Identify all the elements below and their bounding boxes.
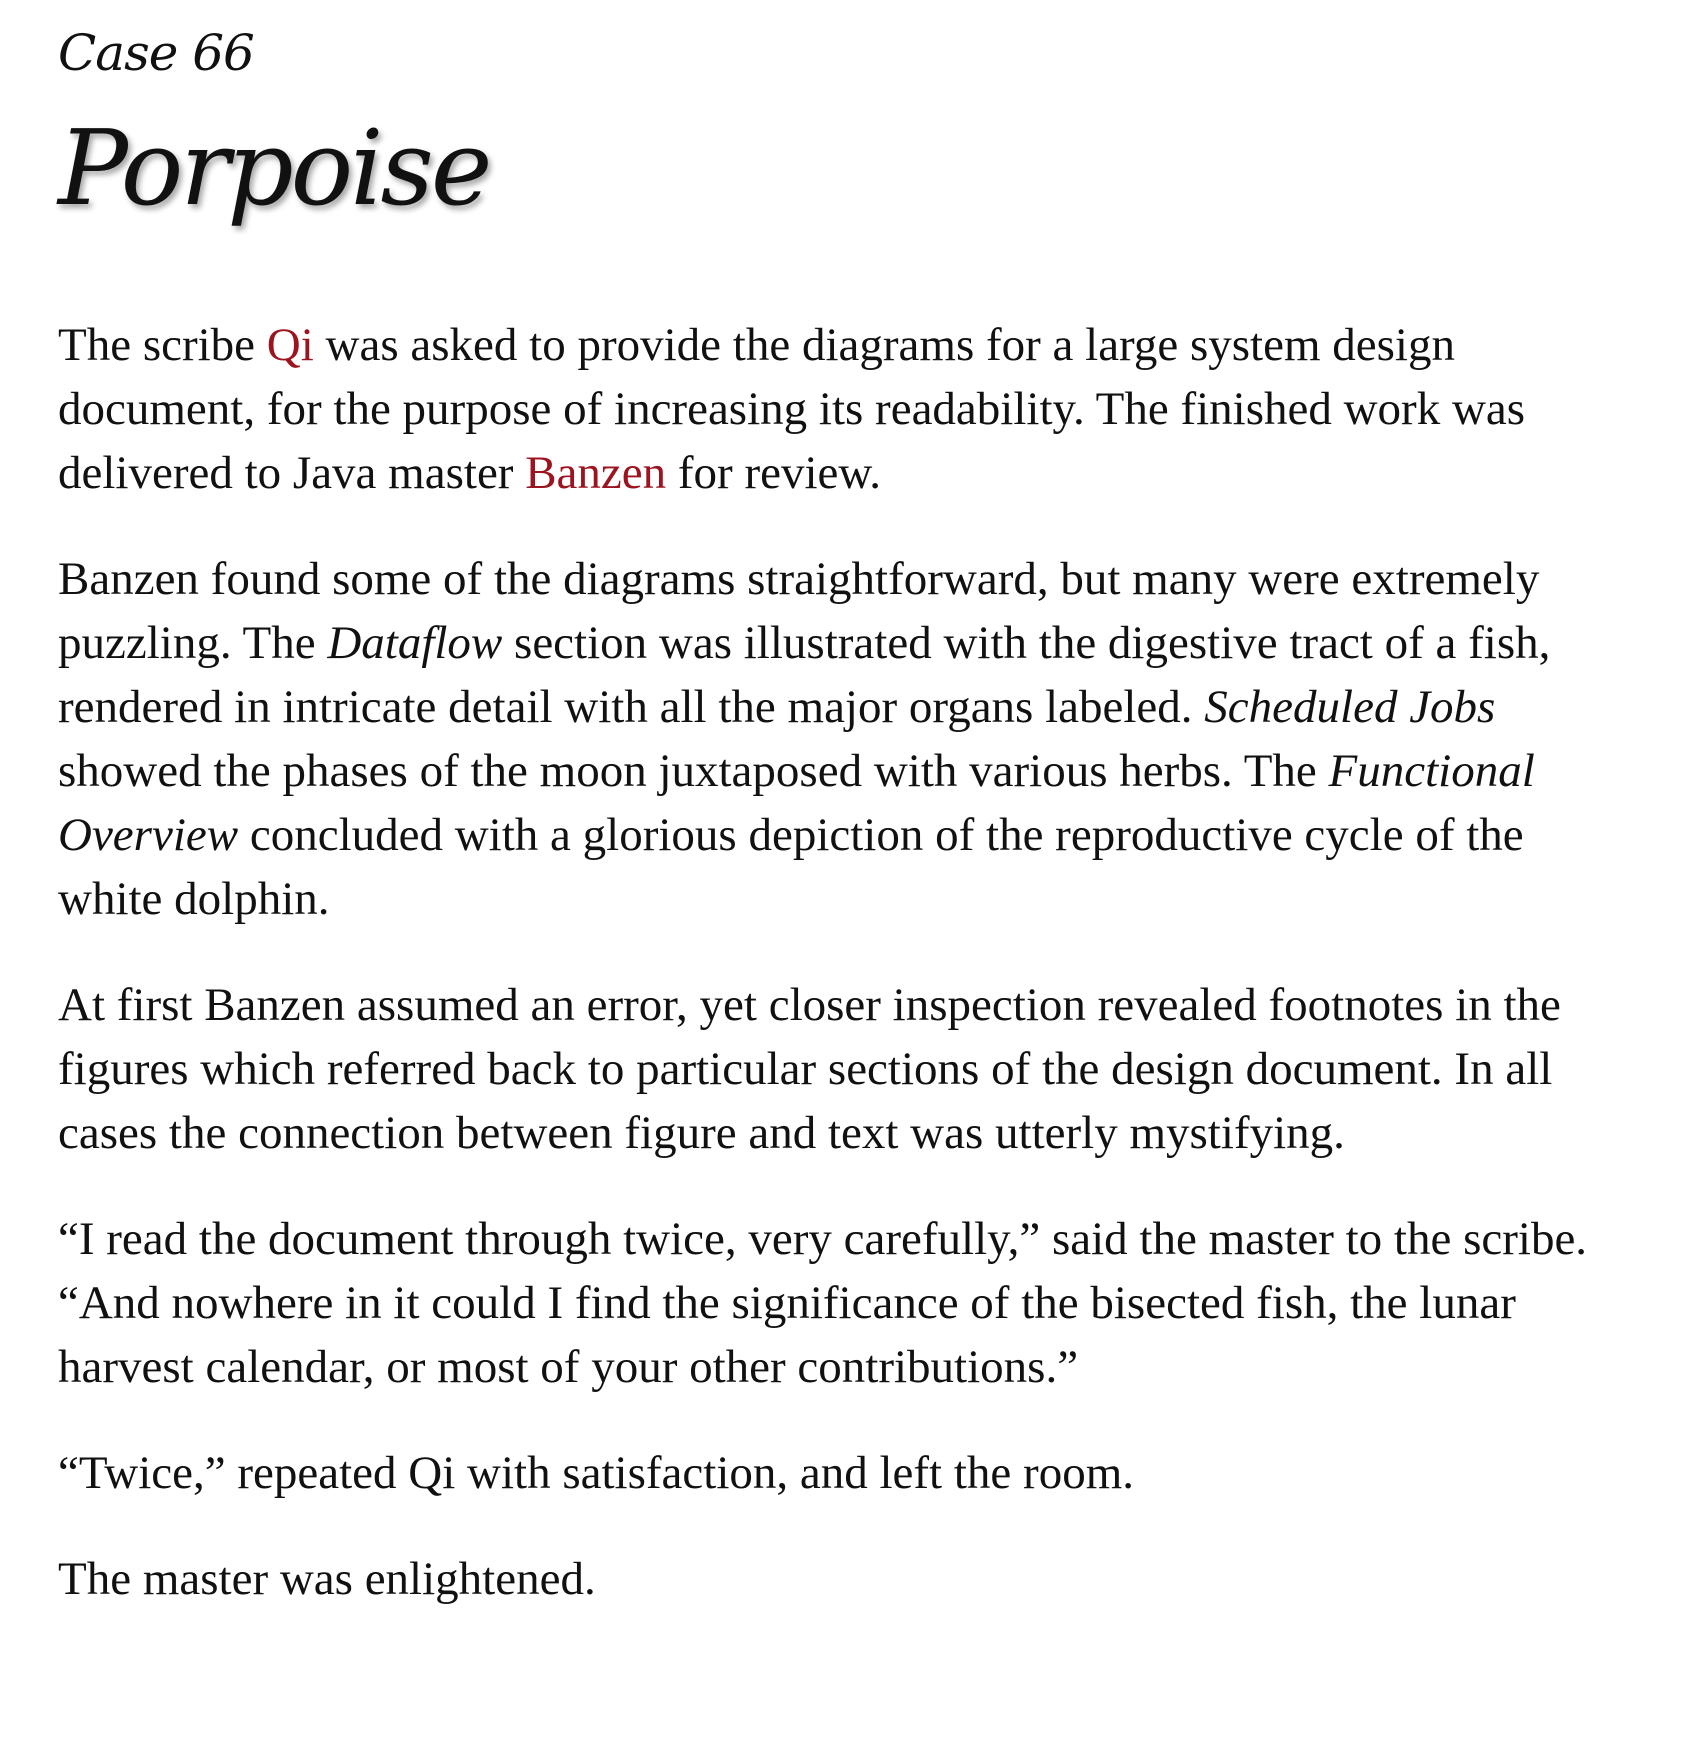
paragraph-6: The master was enlightened. <box>58 1553 596 1605</box>
paragraph-2-text-d: concluded with a glorious depiction of the reproductive cycle of the white dolphin. <box>58 809 1524 925</box>
paragraph-4: “I read the document through twice, very carefully,” said the master to the scribe. “And nowhere in it could I find the significance of the bisected fish, the lunar harvest calendar, or most of your other contributions.” <box>58 1213 1588 1393</box>
story-body <box>58 313 1638 1653</box>
paragraph-2-text-c: showed the phases of the moon juxtaposed with various herbs. The <box>58 745 1329 797</box>
paragraph-2-text-b: section was illustrated with the digestive tract of a fish, rendered in intricate detail with all the major organs labeled. <box>58 617 1551 733</box>
paragraph-5: “Twice,” repeated Qi with satisfaction, and left the room. <box>58 1447 1134 1499</box>
paragraph-1-text-c: for review. <box>666 447 882 499</box>
paragraph-1-text-a: The scribe <box>58 319 267 371</box>
paragraph-1 <box>58 313 1638 505</box>
character-link-banzen[interactable]: Banzen <box>525 447 667 499</box>
section-name-scheduled-jobs: Scheduled Jobs <box>1204 681 1496 733</box>
paragraph-2-text-a: Banzen found some of the diagrams straightforward, but many were extremely puzzling. The <box>58 553 1540 669</box>
page-title: Porpoise <box>58 107 490 229</box>
case-number-label: Case 66 <box>58 24 254 82</box>
character-link-qi[interactable]: Qi <box>266 319 314 371</box>
paragraph-3: At first Banzen assumed an error, yet closer inspection revealed footnotes in the figures which referred back to particular sections of the design document. In all cases the connection between figure and text was utterly mystifying. <box>58 979 1561 1159</box>
section-name-functional-overview: Functional Overview <box>58 745 1535 861</box>
section-name-dataflow: Dataflow <box>327 617 503 669</box>
paragraph-1-text-b: was asked to provide the diagrams for a large system design document, for the purpose of increasing its readability. The finished work was delivered to Java master <box>58 319 1526 499</box>
paragraph-2 <box>58 547 1638 931</box>
